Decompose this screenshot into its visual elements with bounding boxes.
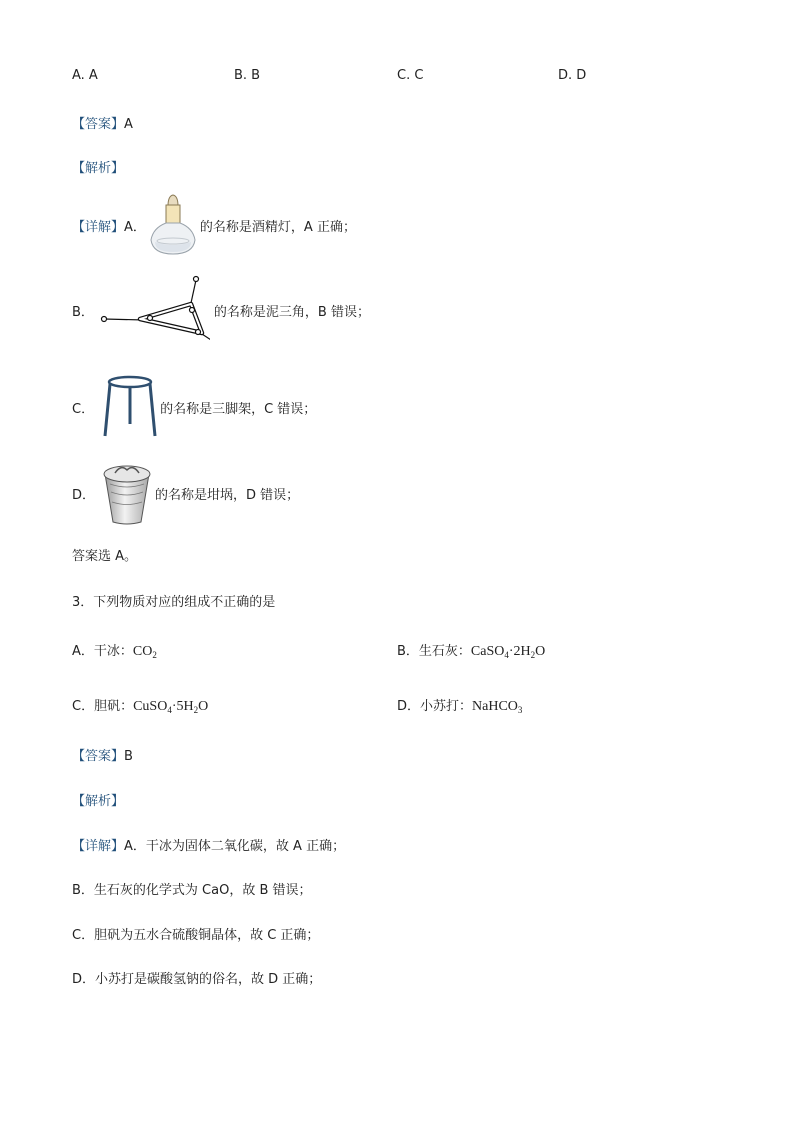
detail-d-text: 的名称是坩埚，D 错误； [155, 487, 300, 503]
q3-option-a [72, 640, 157, 660]
q3-stem: 3．下列物质对应的组成不正确的是 [72, 595, 276, 610]
q2-option-d: D. D [558, 68, 587, 83]
q3-option-c [72, 695, 208, 715]
q2-option-b: B. B [234, 68, 261, 83]
option-d-label: D．小苏打： [397, 699, 473, 714]
q2-conclusion: 答案选 A。 [72, 549, 138, 564]
detail-tag: 【详解】 [72, 219, 125, 235]
q3-answer [72, 745, 133, 764]
q3-detail-a: 【详解】A．干冰为固体二氧化碳，故 A 正确； [72, 839, 346, 854]
q2-analysis-tag: 【解析】 [72, 161, 125, 176]
answer-tag: 【答案】 [72, 749, 125, 764]
q3-option-d [397, 695, 522, 715]
answer-tag: 【答案】 [72, 117, 125, 132]
option-a-label: A．干冰： [72, 644, 133, 659]
q3-detail-d: D．小苏打是碳酸氢钠的俗名，故 D 正确； [72, 972, 322, 987]
q2-detail-b [72, 270, 370, 350]
alcohol-lamp-image [147, 192, 199, 258]
q2-answer [72, 113, 133, 132]
q2-detail-c [72, 374, 316, 440]
answer-value: A [124, 117, 133, 132]
detail-c-text: 的名称是三脚架，C 错误； [160, 401, 317, 417]
detail-a-text: 的名称是酒精灯，A 正确； [199, 219, 356, 235]
q2-option-c: C. C [397, 68, 424, 83]
detail-d-prefix: D． [72, 487, 96, 503]
option-c-formula: $CuSO_4\cdot 5H_2O$ [133, 699, 209, 715]
q3-detail-b: B．生石灰的化学式为 CaO，故 B 错误； [72, 883, 312, 898]
tripod-image [102, 374, 158, 440]
q2-detail-a [72, 192, 356, 258]
crucible-image [101, 460, 153, 526]
option-d-formula: NaHCO$_3$ [472, 699, 523, 715]
option-b-formula: $CaSO_4\cdot 2H_2O$ [470, 644, 546, 660]
detail-a-prefix: A． [124, 219, 146, 235]
answer-value: B [124, 749, 133, 764]
detail-b-text: 的名称是泥三角，B 错误； [213, 304, 370, 320]
detail-tag: 【详解】 [72, 839, 125, 854]
detail-b-prefix: B． [72, 304, 94, 320]
option-c-label: C．胆矾： [72, 699, 134, 714]
q3-option-b [397, 640, 545, 660]
q2-option-a: A. A [72, 68, 98, 83]
clay-triangle-image [100, 270, 210, 350]
option-b-label: B．生石灰： [397, 644, 471, 659]
q3-detail-c: C．胆矾为五水合硫酸铜晶体，故 C 正确； [72, 928, 320, 943]
q2-detail-d [72, 460, 299, 526]
q3-analysis-tag: 【解析】 [72, 794, 125, 809]
detail-c-prefix: C． [72, 401, 95, 417]
option-a-formula: $CO_2$ [132, 644, 157, 660]
